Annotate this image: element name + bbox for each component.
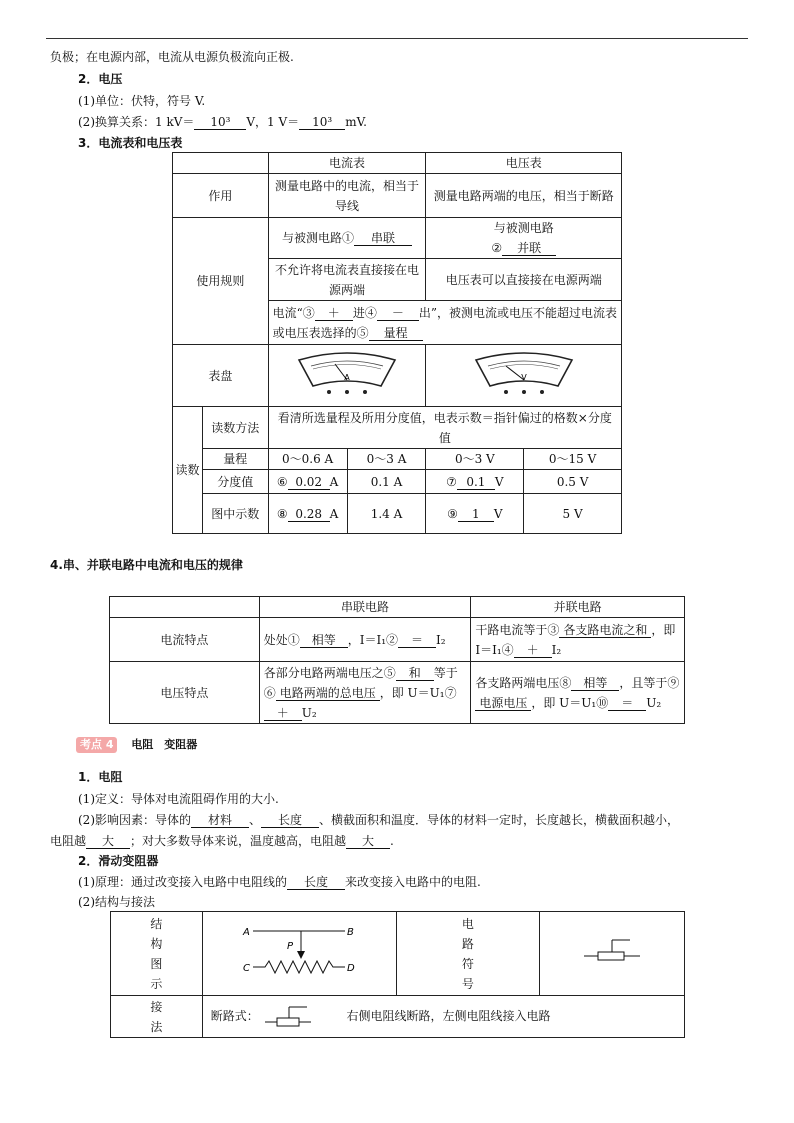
function-voltmeter: 测量电路两端的电压，相当于断路 (426, 174, 622, 218)
answer-blank: 长度 (261, 813, 319, 828)
answer-blank: 相等 (300, 633, 348, 648)
corner-cell (173, 153, 269, 174)
topic-badge: 考点 4 (76, 737, 117, 753)
shown-reading-label: 图中示数 (202, 494, 268, 534)
row-reading: 读数 (173, 407, 203, 534)
division-value: 0.1 A (347, 470, 426, 494)
answer-blank: 长度 (287, 875, 345, 890)
structure-diagram (202, 912, 396, 996)
voltage-unit: (1)单位：伏特，符号 V. (78, 94, 206, 108)
open-circuit-rheostat-icon (263, 1004, 313, 1030)
heading-rheostat: 2．滑动变阻器 (78, 854, 159, 868)
answer-blank: ＋ (264, 706, 302, 721)
rule1-ammeter: 与被测电路① 串联 (268, 218, 426, 259)
answer-blank: ＋ (514, 643, 552, 658)
row-function: 作用 (173, 174, 269, 218)
shown-reading-value: 1.4 A (347, 494, 426, 534)
division-label: 分度值 (202, 470, 268, 494)
rheostat-structure-icon (239, 921, 359, 981)
range-value: 0～3 V (426, 449, 524, 470)
answer-blank: 0.1 (457, 475, 495, 490)
answer-blank: 0.02 (288, 475, 330, 490)
row-connection: 接法 (111, 996, 203, 1038)
range-value: 0～3 A (347, 449, 426, 470)
voltage-series: 各部分电路两端电压之⑤ 和 等于⑥ 电路两端的总电压 ，即 U＝U₁⑦＋ U₂ (259, 662, 471, 724)
svg-text:B: B (347, 926, 355, 938)
header-ammeter: 电流表 (268, 153, 426, 174)
division-value: ⑥ 0.02 A (268, 470, 347, 494)
answer-blank: 相等 (571, 676, 619, 691)
row-rules: 使用规则 (173, 218, 269, 345)
range-label: 量程 (202, 449, 268, 470)
answer-blank: 大 (346, 834, 390, 849)
answer-blank: 0.28 (288, 507, 330, 522)
corner-cell (110, 597, 260, 618)
header-parallel: 并联电路 (471, 597, 685, 618)
resistance-factors-cont: 电阻越 大 ；对大多数导体来说，温度越高，电阻越 大 . (50, 834, 394, 848)
svg-text:A: A (243, 926, 251, 938)
row-dial: 表盘 (173, 345, 269, 407)
meter-table (172, 152, 622, 534)
current-parallel: 干路电流等于③ 各支路电流之和 ，即 I＝I₁④ ＋ I₂ (471, 618, 685, 662)
ammeter-dial-icon (295, 350, 399, 396)
shown-reading-value: ⑨ 1 V (426, 494, 524, 534)
answer-blank: 并联 (502, 241, 556, 256)
answer-blank: 材料 (191, 813, 249, 828)
answer-blank: 10³ (194, 115, 246, 130)
answer-blank: 量程 (369, 326, 423, 341)
range-value: 0～0.6 A (268, 449, 347, 470)
heading-series-parallel: 4.串、并联电路中电流和电压的规律 (50, 558, 243, 572)
svg-text:C: C (243, 962, 251, 974)
heading-meters: 3．电流表和电压表 (78, 136, 183, 150)
answer-blank: 串联 (354, 231, 412, 246)
voltmeter-dial-icon (472, 350, 576, 396)
ammeter-dial (268, 345, 426, 407)
continued-text: 负极；在电源内部，电流从电源负极流向正极. (50, 50, 294, 64)
resistance-factors: (2)影响因素：导体的 材料 、 长度 、横截面积和温度．导体的材料一定时，长度越长，横截面积越小， (78, 813, 680, 827)
answer-blank: 10³ (299, 115, 345, 130)
answer-blank: 电路两端的总电压 (276, 686, 380, 701)
rheostat-symbol-icon (582, 936, 642, 966)
circuit-symbol (540, 912, 685, 996)
reading-method-text: 看清所选量程及所用分度值，电表示数＝指针偏过的格数×分度值 (268, 407, 621, 449)
shown-reading-value: ⑧ 0.28 A (268, 494, 347, 534)
heading-voltage: 2．电压 (78, 72, 123, 86)
answer-blank: － (377, 306, 419, 321)
topic-header (76, 735, 197, 754)
voltmeter-dial (426, 345, 622, 407)
header-voltmeter: 电压表 (426, 153, 622, 174)
resistance-definition: (1)定义：导体对电流阻碍作用的大小. (78, 792, 279, 806)
range-value: 0～15 V (524, 449, 622, 470)
reading-method-label: 读数方法 (202, 407, 268, 449)
svg-text:A: A (344, 372, 350, 382)
answer-blank: 各支路电流之和 (559, 623, 651, 638)
svg-text:V: V (520, 372, 527, 382)
header-rule (46, 38, 748, 39)
series-parallel-table (109, 596, 685, 724)
current-series: 处处① 相等 ，I＝I₁② ＝ I₂ (259, 618, 471, 662)
answer-blank: 1 (458, 507, 494, 522)
division-value: 0.5 V (524, 470, 622, 494)
shown-reading-value: 5 V (524, 494, 622, 534)
topic-title: 电阻 变阻器 (131, 738, 198, 751)
rheostat-structure-heading: (2)结构与接法 (78, 895, 155, 909)
function-ammeter: 测量电路中的电流，相当于导线 (268, 174, 426, 218)
header-series: 串联电路 (259, 597, 471, 618)
rheostat-table (110, 911, 685, 1038)
row-voltage: 电压特点 (110, 662, 260, 724)
answer-blank: ＋ (315, 306, 353, 321)
answer-blank: 和 (396, 666, 434, 681)
row-current: 电流特点 (110, 618, 260, 662)
connection-method: 断路式： 右侧电阻线断路，左侧电阻线接入电路 (202, 996, 684, 1038)
division-value: ⑦ 0.1 V (426, 470, 524, 494)
voltage-parallel: 各支路两端电压⑧ 相等 ，且等于⑨电源电压 ，即 U＝U₁⑩ ＝ U₂ (471, 662, 685, 724)
answer-blank: 大 (86, 834, 130, 849)
rheostat-principle: (1)原理：通过改变接入电路中电阻线的 长度 来改变接入电路中的电阻. (78, 875, 481, 889)
answer-blank: 电源电压 (475, 696, 531, 711)
heading-resistance: 1．电阻 (78, 770, 123, 784)
rule1-voltmeter: 与被测电路 ② 并联 (426, 218, 622, 259)
svg-text:D: D (347, 962, 355, 974)
row-circuit-symbol: 电路符号 (396, 912, 540, 996)
answer-blank: ＝ (608, 696, 646, 711)
rule2-voltmeter: 电压表可以直接接在电源两端 (426, 259, 622, 301)
rule3-shared: 电流“③ ＋ 进④ － 出”，被测电流或电压不能超过电流表或电压表选择的⑤ 量程 (268, 301, 621, 345)
answer-blank: ＝ (398, 633, 436, 648)
row-structure-diagram: 结构图示 (111, 912, 203, 996)
rule2-ammeter: 不允许将电流表直接接在电源两端 (268, 259, 426, 301)
voltage-conversion: (2)换算关系：1 kV＝ 10³ V，1 V＝ 10³ mV. (78, 115, 367, 129)
svg-text:P: P (287, 940, 294, 952)
